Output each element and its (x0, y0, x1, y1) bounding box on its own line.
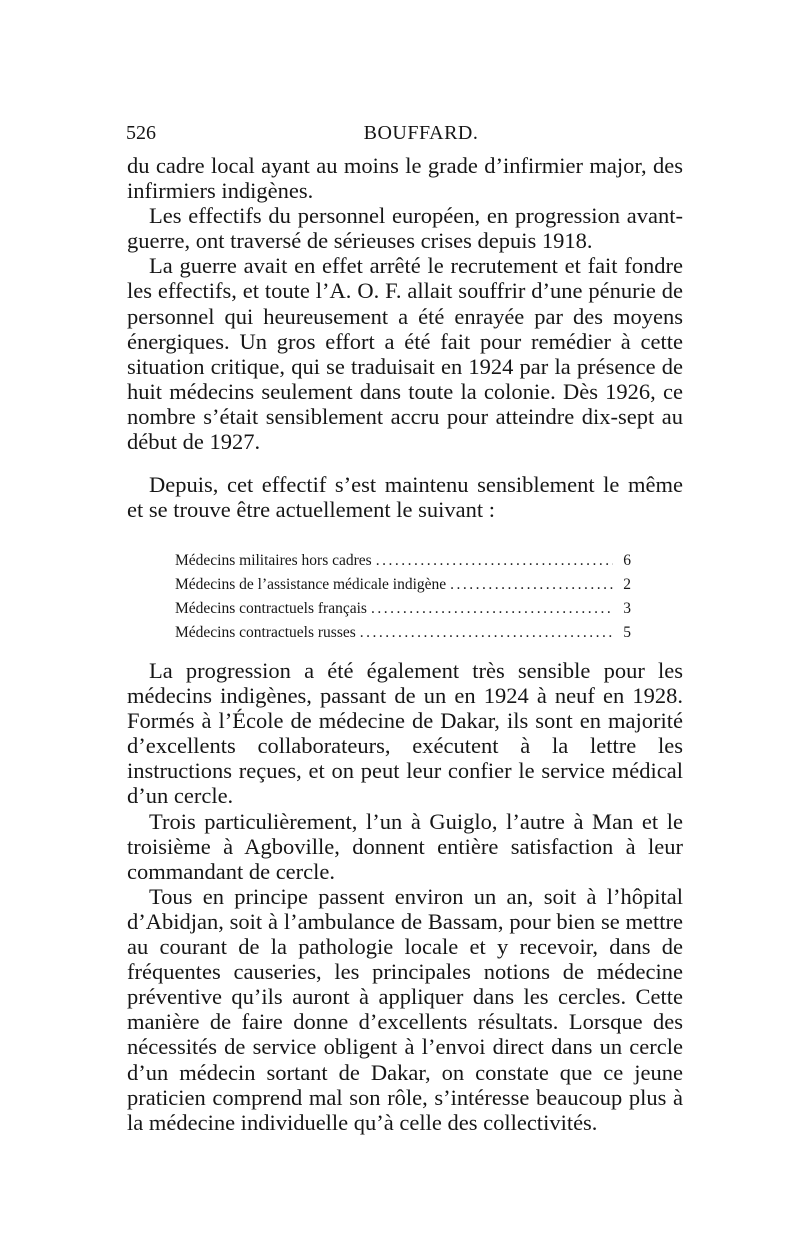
paragraph: du cadre local ayant au moins le grade d’infirmier major, des infirmiers indigènes. (127, 153, 683, 204)
dot-leader (356, 621, 613, 645)
running-head: BOUFFARD. (363, 122, 479, 144)
dot-leader (367, 597, 613, 621)
paragraph: La progression a été également très sensible pour les médecins indigènes, passant de un en 1924 à neuf en 1928. Formés à l’École de médecine de Dakar, ils sont en majorité d’excellents collaborateurs, exécutent à la lettre les instructions reçues, et on peut leur confier le service médical d’un cercle. (127, 658, 683, 809)
staff-row (175, 549, 631, 573)
staff-label: Médecins de l’assistance médicale indigène (175, 576, 447, 593)
staff-count: 5 (623, 624, 631, 641)
body-text-top (127, 153, 683, 522)
staff-count: 3 (623, 600, 631, 617)
staff-count: 6 (623, 552, 631, 569)
staff-label: Médecins contractuels français (175, 600, 367, 617)
staff-label: Médecins militaires hors cadres (175, 552, 372, 569)
staff-label: Médecins contractuels russes (175, 624, 356, 641)
staff-row (175, 573, 631, 597)
staff-row (175, 621, 631, 645)
page-number: 526 (126, 122, 156, 144)
staff-row (175, 597, 631, 621)
page-header (126, 122, 686, 148)
dot-leader (372, 549, 613, 573)
body-text-bottom (127, 658, 683, 1135)
paragraph: Depuis, cet effectif s’est maintenu sensiblement le même et se trouve être actuellement le suivant : (127, 472, 683, 523)
dot-leader (446, 573, 613, 597)
staff-count: 2 (623, 576, 631, 593)
paragraph: Trois particulièrement, l’un à Guiglo, l’autre à Man et le troisième à Agboville, donnent entière satisfaction à leur commandant de cercle. (127, 808, 683, 884)
paragraph: Les effectifs du personnel européen, en progression avant-guerre, ont traversé de sérieuses crises depuis 1918. (127, 203, 683, 254)
paragraph: Tous en principe passent environ un an, soit à l’hôpital d’Abidjan, soit à l’ambulance de Bassam, pour bien se mettre au courant de la pathologie locale et y recevoir, dans de fréquentes causeries, les principales notions de médecine préventive qu’ils auront à appliquer dans les cercles. Cette manière de faire donne d’excellents résultats. Lorsque des nécessités de service obligent à l’envoi direct dans un cercle d’un médecin sortant de Dakar, on constate que ce jeune praticien comprend mal son rôle, s’intéresse beaucoup plus à la médecine individuelle qu’à celle des collectivités. (127, 883, 683, 1135)
paragraph: La guerre avait en effet arrêté le recrutement et fait fondre les effectifs, et toute l’A. O. F. allait souffrir d’une pénurie de personnel qui heureusement a été enrayée par des moyens énergiques. Un gros effort a été fait pour remédier à cette situation critique, qui se traduisait en 1924 par la présence de huit médecins seulement dans toute la colonie. Dès 1926, ce nombre s’était sensiblement accru pour atteindre dix-sept au début de 1927. (127, 253, 683, 455)
staff-table (175, 549, 631, 645)
